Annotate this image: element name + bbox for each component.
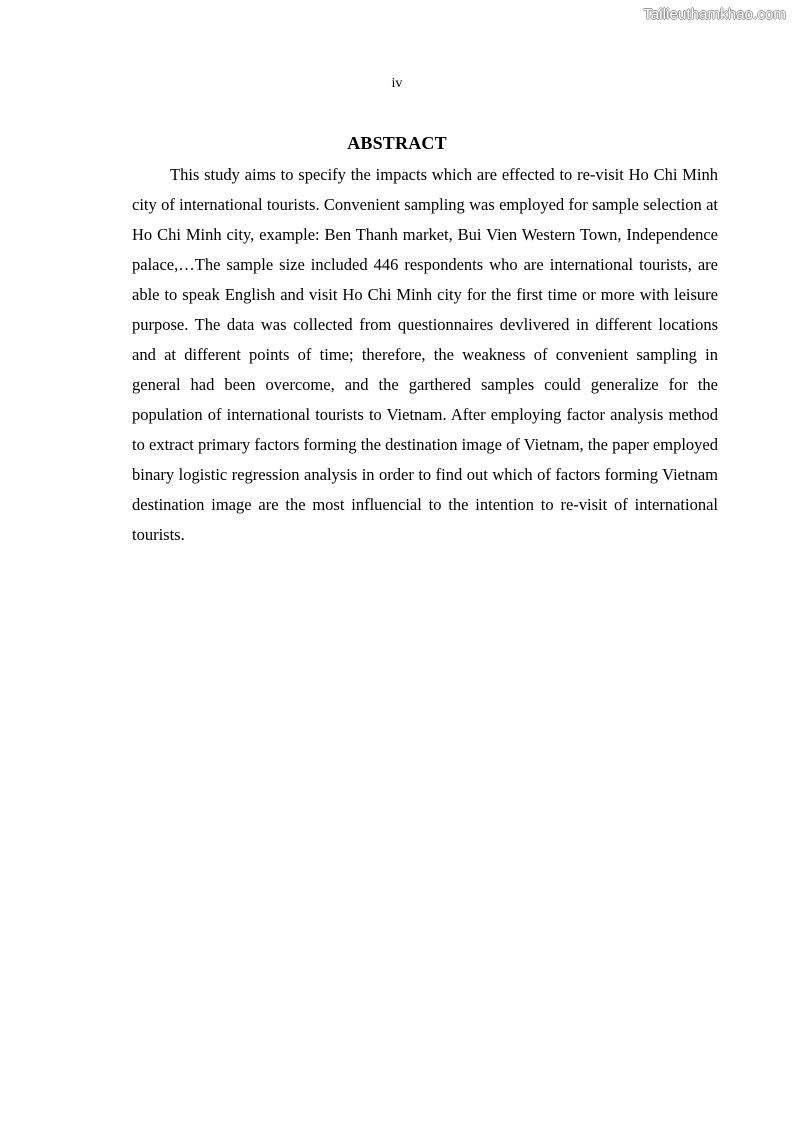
abstract-paragraph: This study aims to specify the impacts which are effected to re-visit Ho Chi Minh city of international tourists. Convenient sampling was employed for sample selection at Ho Chi Minh city, example: Ben Thanh market, Bui Vien Western Town, Independence palace,…The sample size included 446 respondents who are international tourists, are able to speak English and visit Ho Chi Minh city for the first time or more with leisure purpose. The data was collected from questionnaires devlivered in different locations and at different points of time; therefore, the weakness of convenient sampling in general had been overcome, and the garthered samples could generalize for the population of international tourists to Vietnam. After employing factor analysis method to extract primary factors forming the destination image of Vietnam, the paper employed binary logistic regression analysis in order to find out which of factors forming Vietnam destination image are the most influencial to the intention to re-visit of international tourists.: [132, 165, 718, 544]
watermark: Tailieuthamkhao.com: [643, 6, 786, 23]
abstract-heading: ABSTRACT: [347, 133, 447, 153]
page-number: iv: [391, 76, 403, 91]
